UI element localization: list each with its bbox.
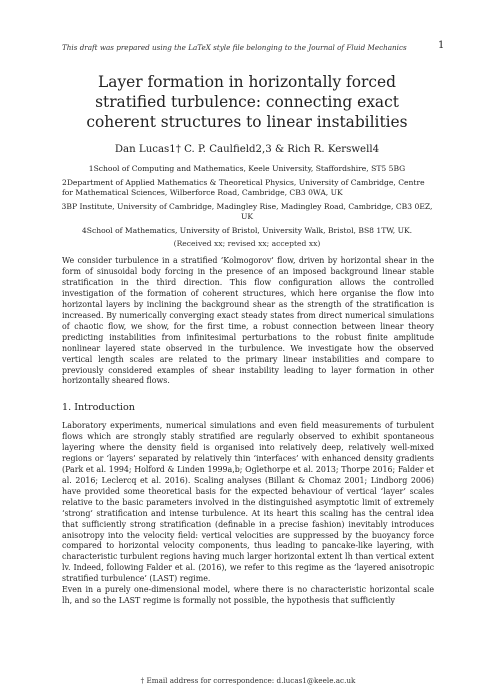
introduction-body — [62, 421, 434, 607]
section-heading: 1. Introduction — [62, 402, 135, 413]
affiliations — [60, 164, 434, 240]
affiliation-4: 4School of Mathematics, University of Bristol, University Walk, Bristol, BS8 1TW, UK. — [81, 226, 413, 235]
paragraph: Even in a purely one-dimensional model, where there is no characteristic horizontal scale lh, and so the LAST regime is formally not possible, the hypothesis that sufficiently — [62, 585, 434, 606]
title-line: stratified turbulence: connecting exact — [95, 93, 399, 111]
title-line: Layer formation in horizontally forced — [98, 73, 396, 91]
paragraph: Laboratory experiments, numerical simulations and even field measurements of turbulent flows which are strongly stably stratified are regularly observed to exhibit spontaneous layering where the density field is organised into relatively deep, relatively well-mixed regions or ‘layers’ separated by relatively thin ‘interfaces’ with enhanced density gradients (Park et al. 1994; Holford & Linden 1999a,b; Oglethorpe et al. 2013; Thorpe 2016; Falder et al. 2016; Leclercq et al. 2016). Scaling analyses (Billant & Chomaz 2001; Lindborg 2006) have provided some theoretical basis for the expected behaviour of vertical ‘layer’ scales relative to the basic parameters involved in the distinguished asymptotic limit of extremely ‘strong’ stratification and intense turbulence. At its heart this scaling has the central idea that sufficiently strong stratification (definable in a precise fashion) inevitably introduces anisotropy into the velocity field: vertical velocities are suppressed by the buoyancy force compared to horizontal velocity components, thus leading to pancake-like layering, with characteristic turbulent regions having much larger horizontal extent lh than vertical extent lv. Indeed, following Falder et al. (2016), we refer to this regime as the ‘layered anisotropic stratified turbulence’ (LAST) regime. — [62, 421, 434, 584]
affiliation-1: 1School of Computing and Mathematics, Keele University, Staffordshire, ST5 5BG — [88, 164, 406, 173]
received-dates: (Received xx; revised xx; accepted xx) — [173, 239, 321, 248]
abstract: We consider turbulence in a stratified ‘Kolmogorov’ flow, driven by horizontal shear in the form of sinusoidal body forcing in the presence of an imposed background linear stable stratification in the third direction. This flow configuration allows the controlled investigation of the formation of coherent structures, which here organise the flow into horizontal layers by inclining the background shear as the strength of the stratification is increased. By numerically converging exact steady states from direct numerical simulations of chaotic flow, we show, for the first time, a robust connection between linear theory predicting instabilities from infinitesimal perturbations to the robust finite amplitude nonlinear layered state observed in the turbulence. We investigate how the observed vertical length scales are related to the primary linear instabilities and compare to previously considered examples of shear instability leading to layer formation in other horizontally sheared flows. — [62, 256, 434, 386]
page-number: 1 — [438, 40, 445, 51]
affiliation-3: 3BP Institute, University of Cambridge, Madingley Rise, Madingley Road, Cambridge, CB3 0EZ, UK — [61, 202, 433, 221]
title-line: coherent structures to linear instabilities — [86, 113, 408, 131]
footnote: † Email address for correspondence: d.lucas1@keele.ac.uk — [140, 676, 356, 685]
author-list: Dan Lucas1† C. P. Caulfield2,3 & Rich R. Kerswell4 — [114, 144, 380, 155]
paper-title — [62, 72, 432, 132]
affiliation-2: 2Department of Applied Mathematics & Theoretical Physics, University of Cambridge, Centre for Mathematical Sciences, Wilberforce Road, Cambridge, CB3 0WA, UK — [62, 178, 425, 197]
running-head: This draft was prepared using the LaTeX style file belonging to the Journal of Fluid Mechanics — [62, 43, 407, 52]
